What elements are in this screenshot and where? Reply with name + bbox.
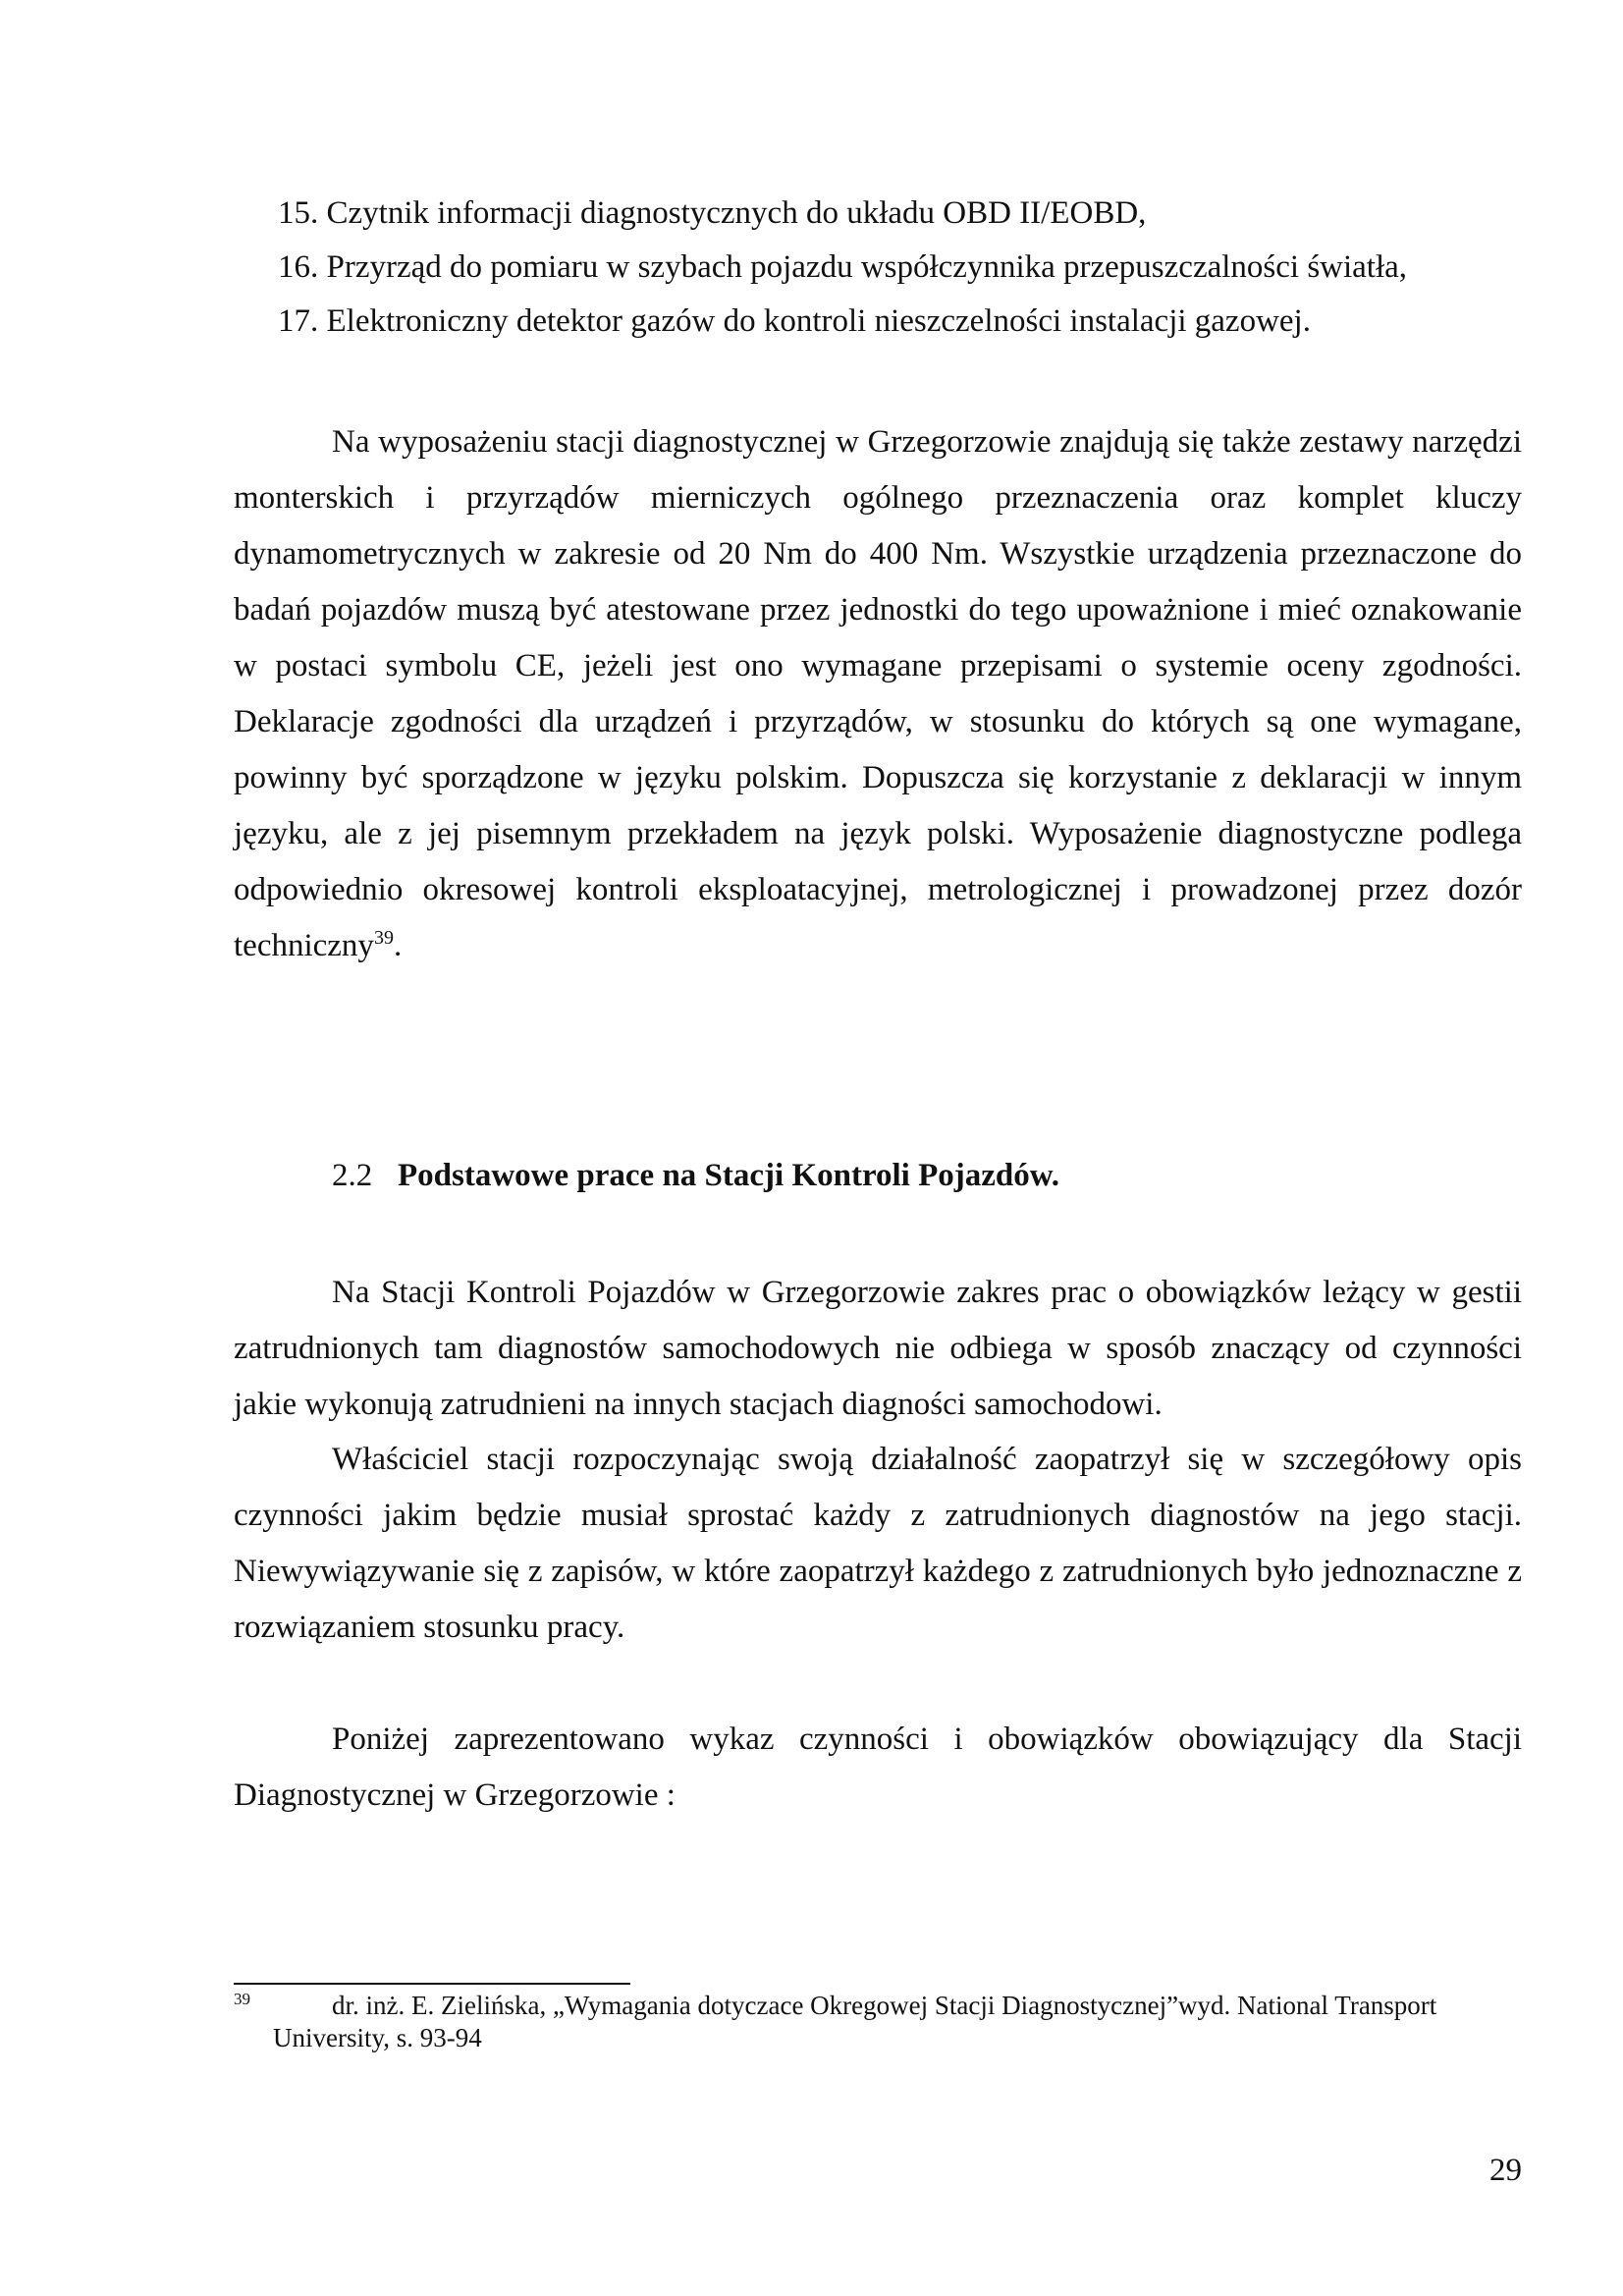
- list-item: [278, 187, 1554, 241]
- footnote-reference: 39: [373, 927, 394, 949]
- paragraph-text: Na wyposażeniu stacji diagnostycznej w Grzegorzowie znajdują się także zestawy narzędzi monterskich i przyrządów mierniczych ogólnego przeznaczenia oraz komplet kluczy dynamometrycznych w zakresie od 20 Nm do 400 Nm. Wszystkie urządzenia przeznaczone do badań pojazdów muszą być atestowane przez jednostki do tego upoważnione i mieć oznakowanie w postaci symbolu CE, jeżeli jest ono wymagane przepisami o systemie oceny zgodności. Deklaracje zgodności dla urządzeń i przyrządów, w stosunku do których są one wymagane, powinny być sporządzone w języku polskim. Dopuszcza się korzystanie z deklaracji w innym języku, ale z jej pisemnym przekładem na język polski. Wyposażenie diagnostyczne podlega odpowiednio okresowej kontroli eksploatacyjnej, metrologicznej i prowadzonej przez dozór techniczny: [234, 424, 1522, 963]
- section-heading: [332, 1151, 1059, 1200]
- section-number: 2.2: [332, 1158, 373, 1193]
- paragraph-list-intro: Poniżej zaprezentowano wykaz czynności i obowiązków obowiązujący dla Stacji Diagnostycznej w Grzegorzowie :: [234, 1722, 1522, 1813]
- footnote-number: 39: [234, 1990, 250, 2008]
- footnote-text: dr. inż. E. Zielińska, „Wymagania dotyczace Okregowej Stacji Diagnostycznej”wyd. National Transport University, s. 93-94: [273, 1991, 1437, 2052]
- list-item: [278, 295, 1554, 349]
- list-item-text: Czytnik informacji diagnostycznych do układu OBD II/EOBD,: [326, 195, 1147, 231]
- paragraph-end: .: [393, 928, 403, 963]
- list-item-number: 15.: [278, 195, 319, 231]
- list-item: [278, 241, 1554, 295]
- list-item-number: 17.: [278, 303, 319, 339]
- list-item-text: Elektroniczny detektor gazów do kontroli nieszczelności instalacji gazowej.: [326, 303, 1311, 339]
- paragraph-equipment: [234, 414, 1522, 974]
- paragraph-owner: Właściciel stacji rozpoczynając swoją działalność zaopatrzył się w szczegółowy opis czynności jakim będzie musiał sprostać każdy z zatrudnionych diagnostów na jego stacji. Niewywiązywanie się z zapisów, w które zaopatrzył każdego z zatrudnionych było jednoznaczne z rozwiązaniem stosunku pracy.: [234, 1442, 1522, 1645]
- paragraph-scope: Na Stacji Kontroli Pojazdów w Grzegorzowie zakres prac o obowiązków leżący w gestii zatrudnionych tam diagnostów samochodowych nie odbiega w sposób znaczący od czynności jakie wykonują zatrudnieni na innych stacjach diagności samochodowi.: [234, 1275, 1522, 1422]
- footnote-separator: [234, 1983, 630, 1985]
- equipment-list: [278, 187, 1554, 349]
- list-item-number: 16.: [278, 249, 319, 285]
- footnote: [234, 1990, 1522, 2054]
- page-number: 29: [1489, 2153, 1522, 2188]
- list-item-text: Przyrząd do pomiaru w szybach pojazdu współczynnika przepuszczalności światła,: [326, 249, 1408, 285]
- section-title: Podstawowe prace na Stacji Kontroli Pojazdów.: [398, 1158, 1060, 1193]
